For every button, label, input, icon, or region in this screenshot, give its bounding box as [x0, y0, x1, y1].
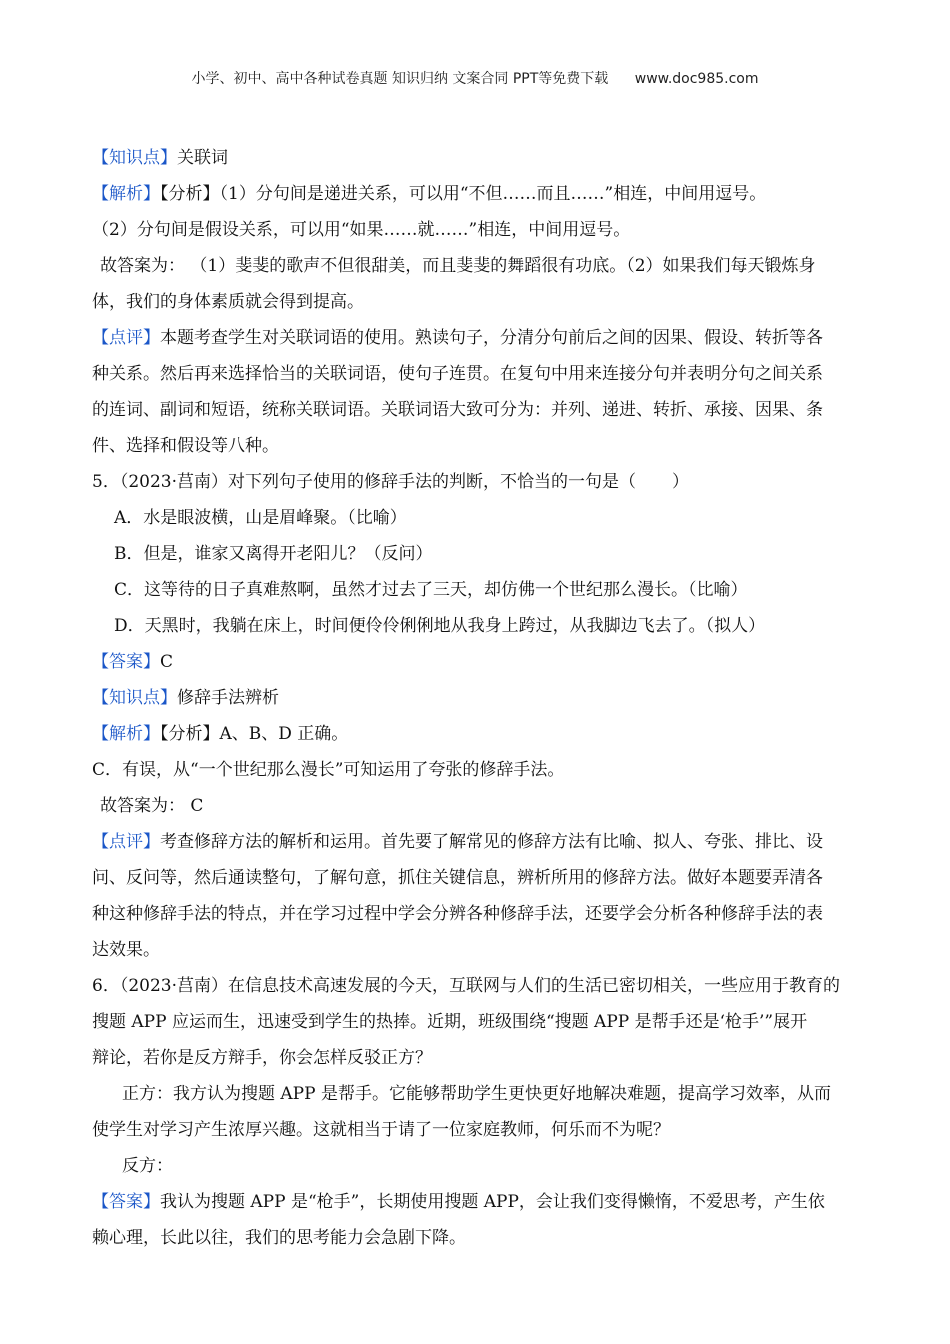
q5-knowledge: 修辞手法辨析	[177, 688, 279, 708]
q5-comment-line	[92, 824, 862, 860]
fenxi-tag: 【分析】	[160, 184, 220, 204]
page-header	[0, 68, 950, 88]
analysis-tag: 【解析】	[92, 724, 160, 744]
q4-knowledge-line	[92, 140, 862, 176]
knowledge-tag: 【知识点】	[92, 688, 177, 708]
q4-final-1: 故答案为： （1）斐斐的歌声不但很甜美，而且斐斐的舞蹈很有功底。（2）如果我们每天锻炼身	[100, 256, 816, 276]
q5-stem-end: ）	[671, 472, 689, 492]
fenxi-tag: 【分析】	[160, 724, 220, 744]
answer-tag: 【答案】	[92, 652, 160, 672]
q4-final-2: 体，我们的身体素质就会得到提高。	[92, 292, 364, 312]
q5-analysis: A、B、D 正确。	[219, 724, 349, 744]
q4-comment-2: 种关系。然后再来选择恰当的关联词语，使句子连贯。在复句中用来连接分句并表明分句之间关系	[92, 364, 823, 384]
q5-comment-4: 达效果。	[92, 940, 160, 960]
q5-option-a: A．水是眼波横，山是眉峰聚。（比喻）	[114, 508, 407, 528]
q5-final: 故答案为： C	[100, 796, 204, 816]
q5-comment-1: 考查修辞方法的解析和运用。首先要了解常见的修辞方法有比喻、拟人、夸张、排比、设	[160, 832, 823, 852]
q5-option-d: D．天黑时，我躺在床上，时间便伶伶俐俐地从我身上跨过，从我脚边飞去了。（拟人）	[114, 616, 766, 636]
comment-tag: 【点评】	[92, 328, 160, 348]
q5-comment-3: 种这种修辞手法的特点，并在学习过程中学会分辨各种修辞手法，还要学会分析各种修辞手法的表	[92, 904, 823, 924]
header-text: 小学、初中、高中各种试卷真题 知识归纳 文案合同 PPT等免费下载	[191, 71, 609, 87]
q6-pro-1: 正方：我方认为搜题 APP 是帮手。它能够帮助学生更快更好地解决难题，提高学习效率，从而	[122, 1084, 831, 1104]
analysis-tag: 【解析】	[92, 184, 160, 204]
q4-analysis-2: （2）分句间是假设关系，可以用“如果……就……”相连，中间用逗号。	[92, 220, 631, 240]
q6-pro-2: 使学生对学习产生浓厚兴趣。这就相当于请了一位家庭教师，何乐而不为呢？	[92, 1120, 670, 1140]
q5-analysis-line	[92, 716, 862, 752]
q5-option-b: B．但是，谁家又离得开老阳儿？（反问）	[114, 544, 433, 564]
q5-analysis-2: C．有误，从“一个世纪那么漫长”可知运用了夸张的修辞手法。	[92, 760, 565, 780]
q6-answer-1: 我认为搜题 APP 是“枪手”，长期使用搜题 APP，会让我们变得懒惰，不爱思考，产生依	[160, 1192, 825, 1212]
q5-answer: C	[160, 652, 174, 672]
q5-option-c: C．这等待的日子真难熬啊，虽然才过去了三天，却仿佛一个世纪那么漫长。（比喻）	[114, 580, 748, 600]
header-url[interactable]: www.doc985.com	[634, 71, 759, 87]
q5-stem	[92, 464, 862, 500]
q6-stem-2: 搜题 APP 应运而生，迅速受到学生的热捧。近期，班级围绕“搜题 APP 是帮手还是‘枪手’”展开	[92, 1012, 808, 1032]
knowledge-tag: 【知识点】	[92, 148, 177, 168]
q5-answer-line	[92, 644, 862, 680]
comment-tag: 【点评】	[92, 832, 160, 852]
q6-answer-line	[92, 1184, 862, 1220]
q4-comment-1: 本题考查学生对关联词语的使用。熟读句子，分清分句前后之间的因果、假设、转折等各	[160, 328, 823, 348]
q4-knowledge: 关联词	[177, 148, 228, 168]
q5-stem-text: 5．（2023·莒南）对下列句子使用的修辞手法的判断，不恰当的一句是（	[92, 472, 636, 492]
document-body	[92, 140, 862, 1256]
q6-con: 反方：	[122, 1156, 173, 1176]
answer-tag: 【答案】	[92, 1192, 160, 1212]
q4-comment-line	[92, 320, 862, 356]
q6-stem-3: 辩论，若你是反方辩手，你会怎样反驳正方？	[92, 1048, 432, 1068]
q5-comment-2: 问、反问等，然后通读整句，了解句意，抓住关键信息，辨析所用的修辞方法。做好本题要弄清各	[92, 868, 823, 888]
q6-stem-1: 6．（2023·莒南）在信息技术高速发展的今天，互联网与人们的生活已密切相关，一些应用于教育的	[92, 976, 840, 996]
q4-comment-3: 的连词、副词和短语，统称关联词语。关联词语大致可分为：并列、递进、转折、承接、因果、条	[92, 400, 823, 420]
q6-answer-2: 赖心理，长此以往，我们的思考能力会急剧下降。	[92, 1228, 466, 1248]
q4-analysis-1: （1）分句间是递进关系，可以用“不但……而且……”相连，中间用逗号。	[219, 184, 767, 204]
q5-knowledge-line	[92, 680, 862, 716]
q4-analysis-line	[92, 176, 862, 212]
q4-comment-4: 件、选择和假设等八种。	[92, 436, 279, 456]
